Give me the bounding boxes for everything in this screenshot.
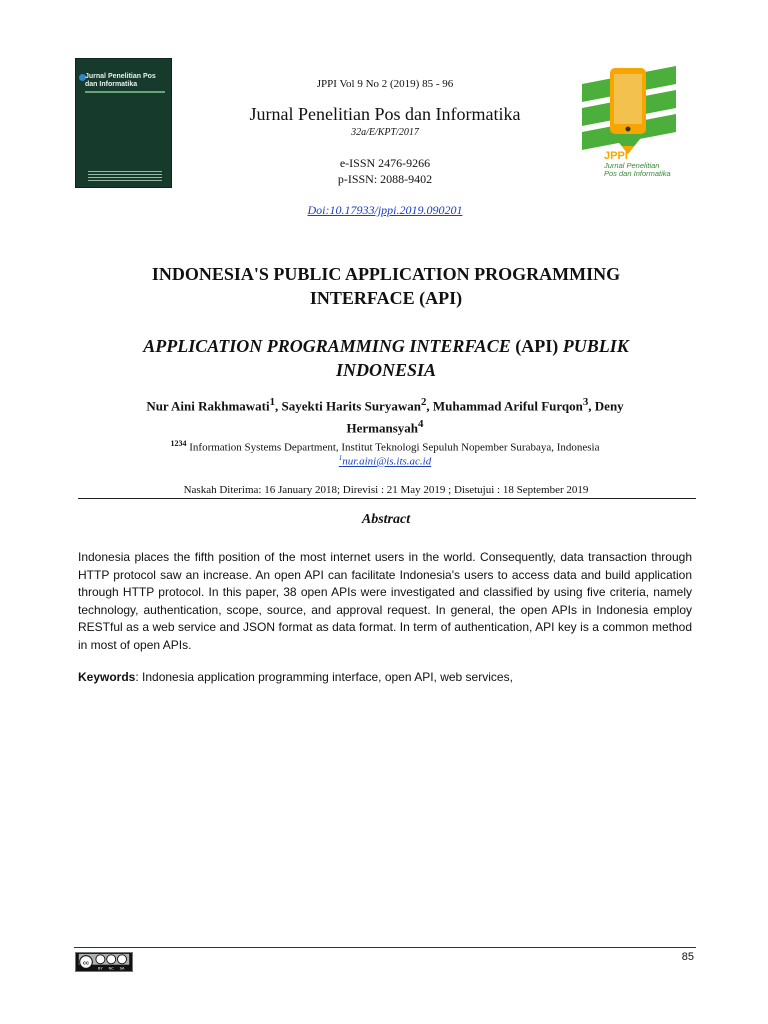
email-sup: 1 — [338, 454, 343, 462]
author-1: Nur Aini Rakhmawati — [146, 398, 270, 414]
accreditation-number: 32a/E/KPT/2017 — [351, 127, 419, 138]
page-number: 85 — [681, 951, 694, 963]
abstract-body: Indonesia places the fifth position of the most internet users in the world. Consequently, data transaction through HTTP protocol saw an increase. An open API can facilitate Indonesia's users to access data and build application through HTTP protocol. In this paper, 38 open APIs were investigated and classified by using five criteria, namely technology, authentication, scope, source, and approval request. In general, the open APIs in Indonesia employ RESTful as a web service and JSON format as data format. In term of authentication, API key is a common method in most of open APIs. — [78, 550, 692, 652]
author-3-sup: 3 — [582, 396, 589, 408]
author-2-sup: 2 — [420, 396, 427, 408]
divider — [78, 498, 696, 499]
title-id-part-2: (API) — [515, 336, 559, 356]
title-indonesian-line-2: INDONESIA — [335, 360, 437, 380]
title-id-part-3: PUBLIK — [562, 336, 629, 356]
title-english-line-1: INDONESIA'S PUBLIC APPLICATION PROGRAMMING — [151, 264, 621, 284]
journal-cover-image — [75, 58, 172, 188]
footer-divider — [74, 947, 696, 948]
author-4-sup: 4 — [418, 418, 424, 431]
cc-by-nc-sa-icon — [75, 952, 133, 972]
title-english — [80, 262, 692, 310]
svg-text:SA: SA — [119, 966, 125, 971]
title-english-line-2: INTERFACE (API) — [309, 288, 463, 308]
author-4-surname: Hermansyah — [346, 420, 419, 436]
journal-name: Jurnal Penelitian Pos dan Informatika — [249, 104, 521, 124]
eissn: e-ISSN 2476-9266 — [339, 156, 431, 170]
jppi-logo-text — [604, 150, 684, 178]
volume-info: JPPI Vol 9 No 2 (2019) 85 - 96 — [316, 78, 454, 90]
svg-text:BY: BY — [98, 966, 103, 971]
abstract-heading: Abstract — [361, 512, 411, 527]
email-address: nur.aini@is.its.ac.id — [342, 455, 432, 468]
submission-dates: Naskah Diterima: 16 January 2018; Direvisi : 21 May 2019 ; Disetujui : 18 September 2019 — [183, 484, 589, 496]
author-3: , Muhammad Ariful Furqon — [426, 398, 583, 414]
author-2: , Sayekti Harits Suryawan — [275, 398, 421, 414]
cover-title: Jurnal Penelitian Pos dan Informatika — [85, 73, 156, 88]
affiliation-text: Information Systems Department, Institut Teknologi Sepuluh Nopember Surabaya, Indonesia — [186, 441, 600, 454]
title-indonesian-line-1 — [80, 334, 692, 358]
title-indonesian — [80, 334, 692, 382]
author-4: , Deny — [588, 398, 624, 414]
affiliation — [95, 439, 675, 454]
logo-acronym: JPPI — [604, 150, 628, 162]
title-id-part-1: APPLICATION PROGRAMMING INTERFACE — [143, 336, 511, 356]
svg-text:NC: NC — [108, 966, 114, 971]
keywords — [78, 670, 692, 684]
pissn: p-ISSN: 2088-9402 — [337, 172, 433, 186]
affiliation-sup: 1234 — [170, 439, 187, 448]
cover-text-lines — [88, 171, 162, 183]
svg-text:cc: cc — [83, 960, 89, 967]
email-link[interactable] — [95, 454, 675, 468]
keywords-label: Keywords — [78, 670, 136, 684]
logo-subtitle: Jurnal Penelitian Pos dan Informatika — [604, 161, 671, 178]
cover-divider — [85, 91, 165, 93]
author-1-sup: 1 — [269, 396, 276, 408]
author-list — [95, 393, 675, 438]
doi-link[interactable]: Doi:10.17933/jppi.2019.090201 — [307, 203, 463, 217]
keywords-text: : Indonesia application programming interface, open API, web services, — [135, 670, 513, 684]
